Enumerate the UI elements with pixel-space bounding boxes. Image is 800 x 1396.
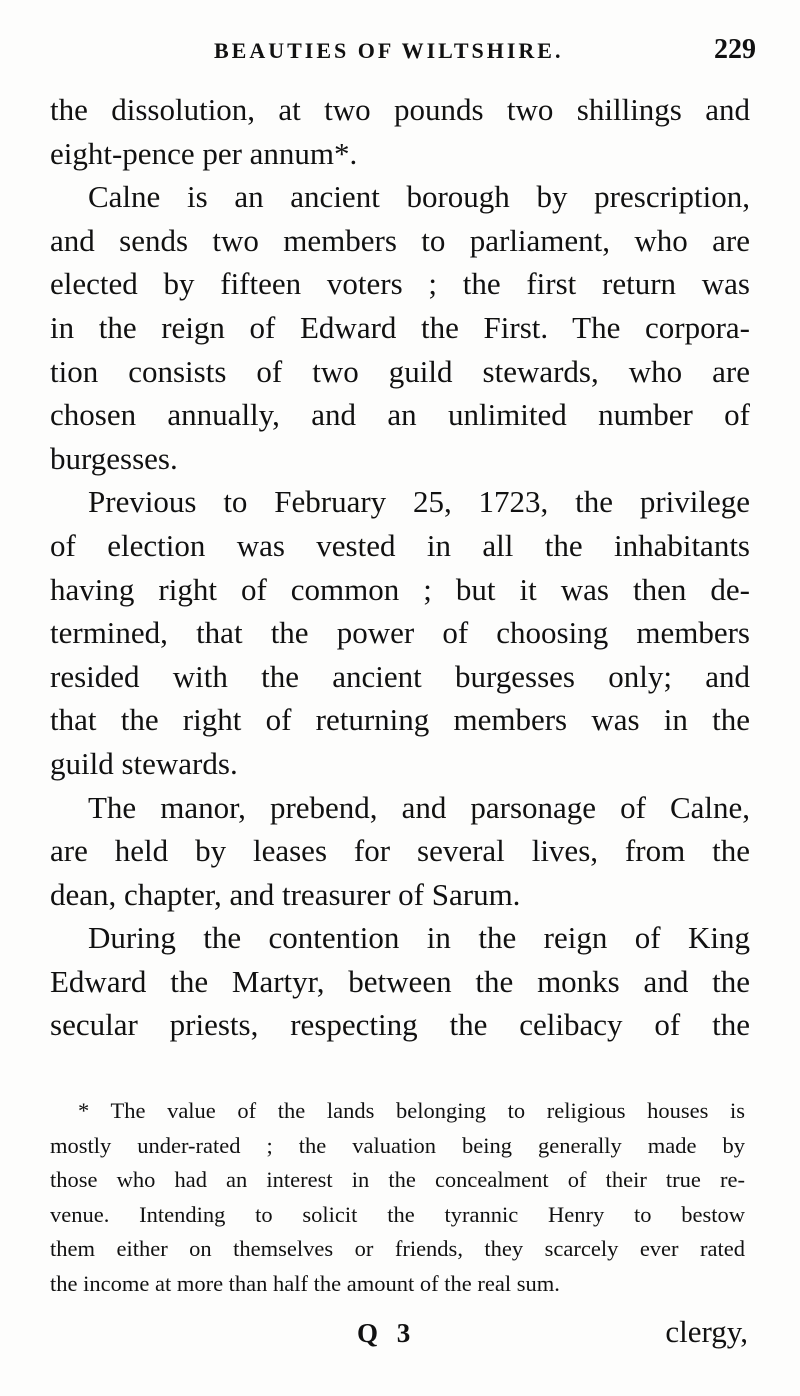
footnote-line: * The value of the lands belonging to religious houses is xyxy=(78,1098,745,1123)
footnote-line: the income at more than half the amount of the real sum. xyxy=(50,1270,560,1296)
body-line: are held by leases for several lives, from the xyxy=(50,833,750,869)
body-line: that the right of returning members was in the xyxy=(50,702,750,738)
running-head xyxy=(48,34,764,74)
body-line: eight-pence per annum*. xyxy=(50,135,358,171)
body-line: Previous to February 25, 1723, the privilege xyxy=(88,484,750,520)
signature-mark: Q 3 xyxy=(357,1318,417,1348)
body-line: During the contention in the reign of King xyxy=(88,920,750,956)
body-line: guild stewards. xyxy=(50,745,238,781)
body-line: elected by fifteen voters ; the first return was xyxy=(50,266,750,302)
page-number: 229 xyxy=(714,34,756,65)
body-line: burgesses. xyxy=(50,440,178,476)
body-line: secular priests, respecting the celibacy of the xyxy=(50,1007,750,1043)
body-line: having right of common ; but it was then de- xyxy=(50,571,750,607)
footnote-line: venue. Intending to solicit the tyrannic Henry to bestow xyxy=(50,1201,745,1227)
body-line: chosen annually, and an unlimited number of xyxy=(50,397,750,433)
body-line: and sends two members to parliament, who are xyxy=(50,222,750,258)
body-line: tion consists of two guild stewards, who are xyxy=(50,353,750,389)
body-text xyxy=(50,88,750,1047)
footnote-line: them either on themselves or friends, they scarcely ever rated xyxy=(50,1236,745,1262)
body-line: of election was vested in all the inhabitants xyxy=(50,527,750,563)
body-line: termined, that the power of choosing members xyxy=(50,615,750,651)
body-line: resided with the ancient burgesses only; and xyxy=(50,658,750,694)
body-line: in the reign of Edward the First. The corpora- xyxy=(50,309,750,345)
catchword: clergy, xyxy=(665,1314,748,1349)
body-line: The manor, prebend, and parsonage of Calne, xyxy=(88,789,750,825)
body-line: the dissolution, at two pounds two shillings and xyxy=(50,92,750,127)
body-line: dean, chapter, and treasurer of Sarum. xyxy=(50,876,521,912)
footnote xyxy=(50,1094,745,1302)
running-title: BEAUTIES OF WILTSHIRE. xyxy=(214,38,564,63)
body-line: Edward the Martyr, between the monks and the xyxy=(50,963,750,999)
footnote-line: mostly under-rated ; the valuation being generally made by xyxy=(50,1132,745,1158)
body-line: Calne is an ancient borough by prescription, xyxy=(88,179,750,215)
footnote-line: those who had an interest in the concealment of their true re- xyxy=(50,1167,745,1193)
